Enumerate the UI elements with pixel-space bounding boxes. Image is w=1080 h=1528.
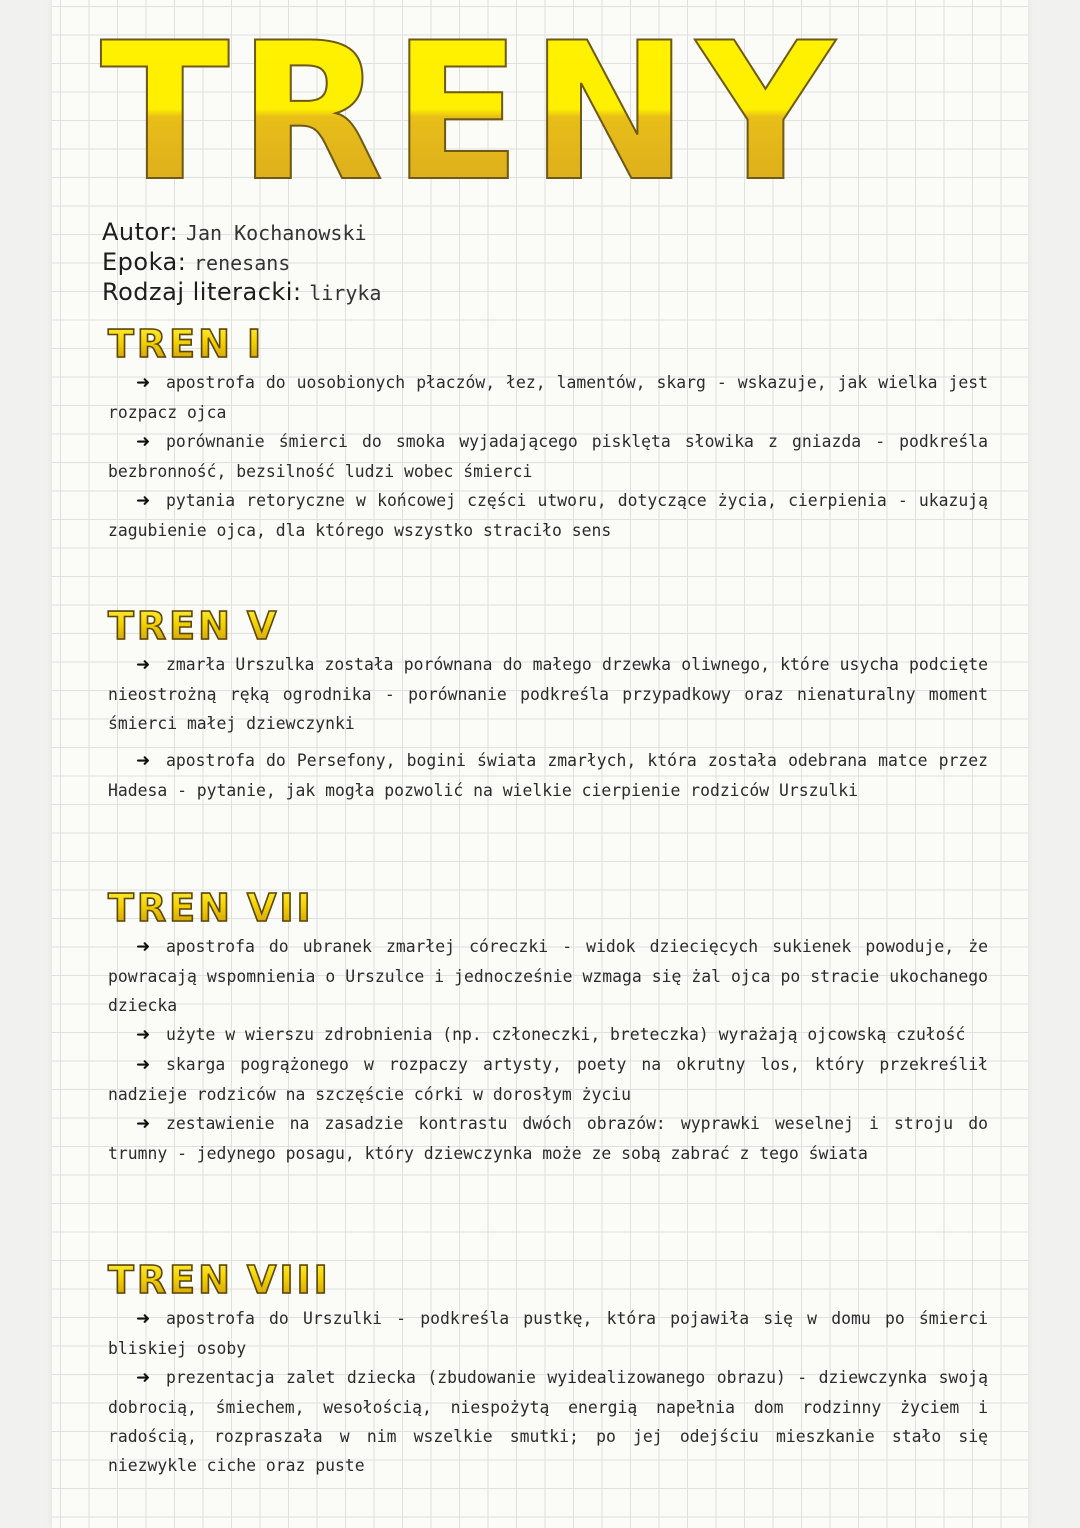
note-item: ➜ zmarła Urszulka została porównana do małego drzewka oliwnego, które usycha podcięte nieostrożną ręką ogrodnika - porównanie podkreśla przypadkowy oraz nienaturalny moment śmierci małej dziewczynki	[108, 650, 988, 738]
arrow-icon: ➜	[136, 373, 151, 393]
section-heading: TREN VIII	[108, 1258, 988, 1302]
note-item: ➜ apostrofa do ubranek zmarłej córeczki - widok dziecięcych sukienek powoduje, że powracają wspomnienia o Urszulce i jednocześnie wzmaga się żal ojca po stracie ukochanego dziecka	[108, 932, 988, 1020]
note-item: ➜ skarga pogrążonego w rozpaczy artysty, poety na okrutny los, który przekreślił nadzieje rodziców na szczęście córki w dorosłym życiu	[108, 1050, 988, 1109]
meta-genre: Rodzaj literacki: liryka	[102, 278, 382, 306]
section-heading: TREN V	[108, 604, 988, 648]
note-item: ➜ pytania retoryczne w końcowej części utworu, dotyczące życia, cierpienia - ukazują zagubienie ojca, dla którego wszystko straciło sens	[108, 486, 988, 545]
arrow-icon: ➜	[136, 1025, 151, 1045]
section-heading: TREN VII	[108, 886, 988, 930]
note-item: ➜ apostrofa do Persefony, bogini świata zmarłych, która została odebrana matce przez Hadesa - pytanie, jak mogła pozwolić na wielkie cierpienie rodziców Urszulki	[108, 746, 988, 805]
arrow-icon: ➜	[136, 1309, 151, 1329]
arrow-icon: ➜	[136, 432, 151, 452]
note-item: ➜ apostrofa do uosobionych płaczów, łez, lamentów, skarg - wskazuje, jak wielka jest rozpacz ojca	[108, 368, 988, 427]
arrow-icon: ➜	[136, 491, 151, 511]
arrow-icon: ➜	[136, 1114, 151, 1134]
section-tren-1	[108, 322, 988, 545]
arrow-icon: ➜	[136, 1368, 151, 1388]
arrow-icon: ➜	[136, 751, 151, 771]
section-tren-5	[108, 604, 988, 805]
meta-author: Autor: Jan Kochanowski	[102, 218, 367, 246]
note-item: ➜ prezentacja zalet dziecka (zbudowanie wyidealizowanego obrazu) - dziewczynka swoją dobrocią, śmiechem, wesołością, niespożytą energią napełnia dom rodzinny życiem i radością, rozpraszała w nim wszelkie smutki; po jej odejściu mieszkanie stało się niezwykle ciche oraz puste	[108, 1363, 988, 1480]
note-item: ➜ zestawienie na zasadzie kontrastu dwóch obrazów: wyprawki weselnej i stroju do trumny - jedynego posagu, który dziewczynka może ze sobą zabrać z tego świata	[108, 1109, 988, 1168]
page-title: TRENY	[100, 2, 843, 223]
arrow-icon: ➜	[136, 937, 151, 957]
notebook-page	[52, 0, 1028, 1528]
meta-block	[102, 218, 381, 308]
arrow-icon: ➜	[136, 1055, 151, 1075]
note-item: ➜ użyte w wierszu zdrobnienia (np. członeczki, breteczka) wyrażają ojcowską czułość	[108, 1020, 988, 1050]
section-heading: TREN I	[108, 322, 988, 366]
arrow-icon: ➜	[136, 655, 151, 675]
note-item: ➜ apostrofa do Urszulki - podkreśla pustkę, która pojawiła się w domu po śmierci bliskiej osoby	[108, 1304, 988, 1363]
section-tren-8	[108, 1258, 988, 1480]
meta-epoch: Epoka: renesans	[102, 248, 291, 276]
section-tren-7	[108, 886, 988, 1168]
note-item: ➜ porównanie śmierci do smoka wyjadającego pisklęta słowika z gniazda - podkreśla bezbronność, bezsilność ludzi wobec śmierci	[108, 427, 988, 486]
